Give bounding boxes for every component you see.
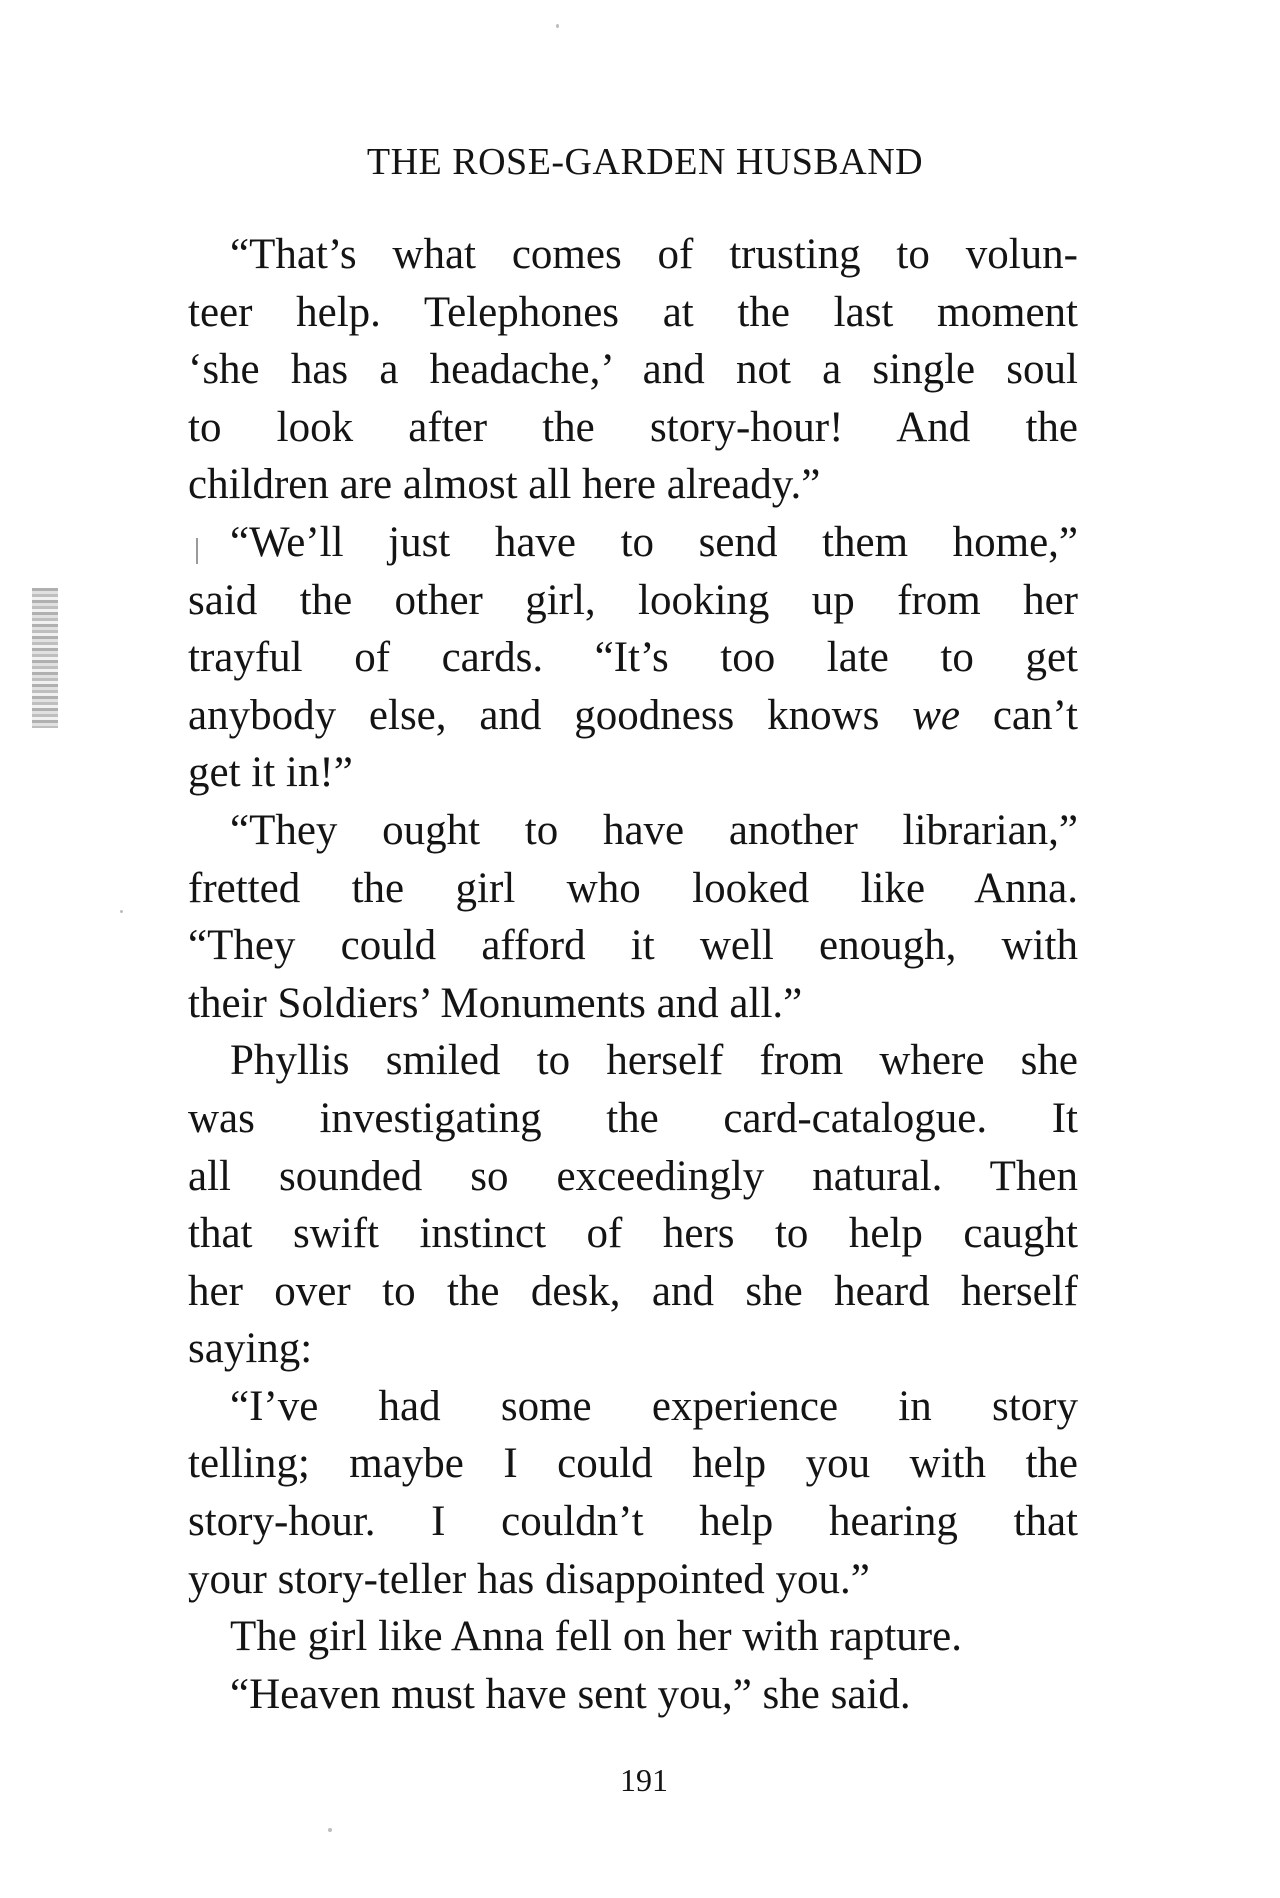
text-line: said the other girl, looking up from her bbox=[188, 576, 1078, 624]
text-line: was investigating the card-catalogue. It bbox=[188, 1094, 1078, 1142]
text-line: The girl like Anna fell on her with rapture. bbox=[230, 1613, 962, 1661]
text-line: saying: bbox=[188, 1325, 313, 1373]
text-line: your story-teller has disappointed you.” bbox=[188, 1555, 870, 1603]
text-line: anybody else, and goodness knows we can’t bbox=[188, 691, 1078, 739]
text-line: “They ought to have another librarian,” bbox=[230, 806, 1078, 854]
running-head: THE ROSE-GARDEN HUSBAND bbox=[366, 141, 924, 183]
text-line: get it in!” bbox=[188, 749, 353, 797]
scan-speck bbox=[556, 24, 559, 28]
text-line: story-hour. I couldn’t help hearing that bbox=[188, 1498, 1078, 1546]
text-line: fretted the girl who looked like Anna. bbox=[188, 864, 1078, 912]
scan-gutter-shadow bbox=[32, 588, 58, 728]
scan-speck bbox=[328, 1828, 332, 1832]
body-text bbox=[188, 226, 1078, 1723]
text-line: children are almost all here already.” bbox=[188, 461, 821, 509]
text-line: trayful of cards. “It’s too late to get bbox=[188, 634, 1078, 682]
text-line: Phyllis smiled to herself from where she bbox=[230, 1037, 1078, 1085]
text-line: “I’ve had some experience in story bbox=[230, 1382, 1078, 1430]
text-line: telling; maybe I could help you with the bbox=[188, 1440, 1078, 1488]
text-line: that swift instinct of hers to help caught bbox=[188, 1210, 1078, 1258]
scan-speck bbox=[120, 910, 123, 913]
text-line: “They could afford it well enough, with bbox=[188, 922, 1078, 970]
text-line: her over to the desk, and she heard herself bbox=[188, 1267, 1078, 1315]
text-line: their Soldiers’ Monuments and all.” bbox=[188, 979, 803, 1027]
text-line: to look after the story-hour! And the bbox=[188, 403, 1078, 451]
text-line: “We’ll just have to send them home,” bbox=[230, 518, 1078, 566]
text-line: teer help. Telephones at the last moment bbox=[188, 288, 1078, 336]
page-number: 191 bbox=[620, 1762, 668, 1798]
text-line: ‘she has a headache,’ and not a single soul bbox=[188, 346, 1078, 394]
text-line: “Heaven must have sent you,” she said. bbox=[230, 1670, 911, 1718]
text-line: “That’s what comes of trusting to volun- bbox=[230, 231, 1078, 278]
text-line: all sounded so exceedingly natural. Then bbox=[188, 1152, 1078, 1200]
